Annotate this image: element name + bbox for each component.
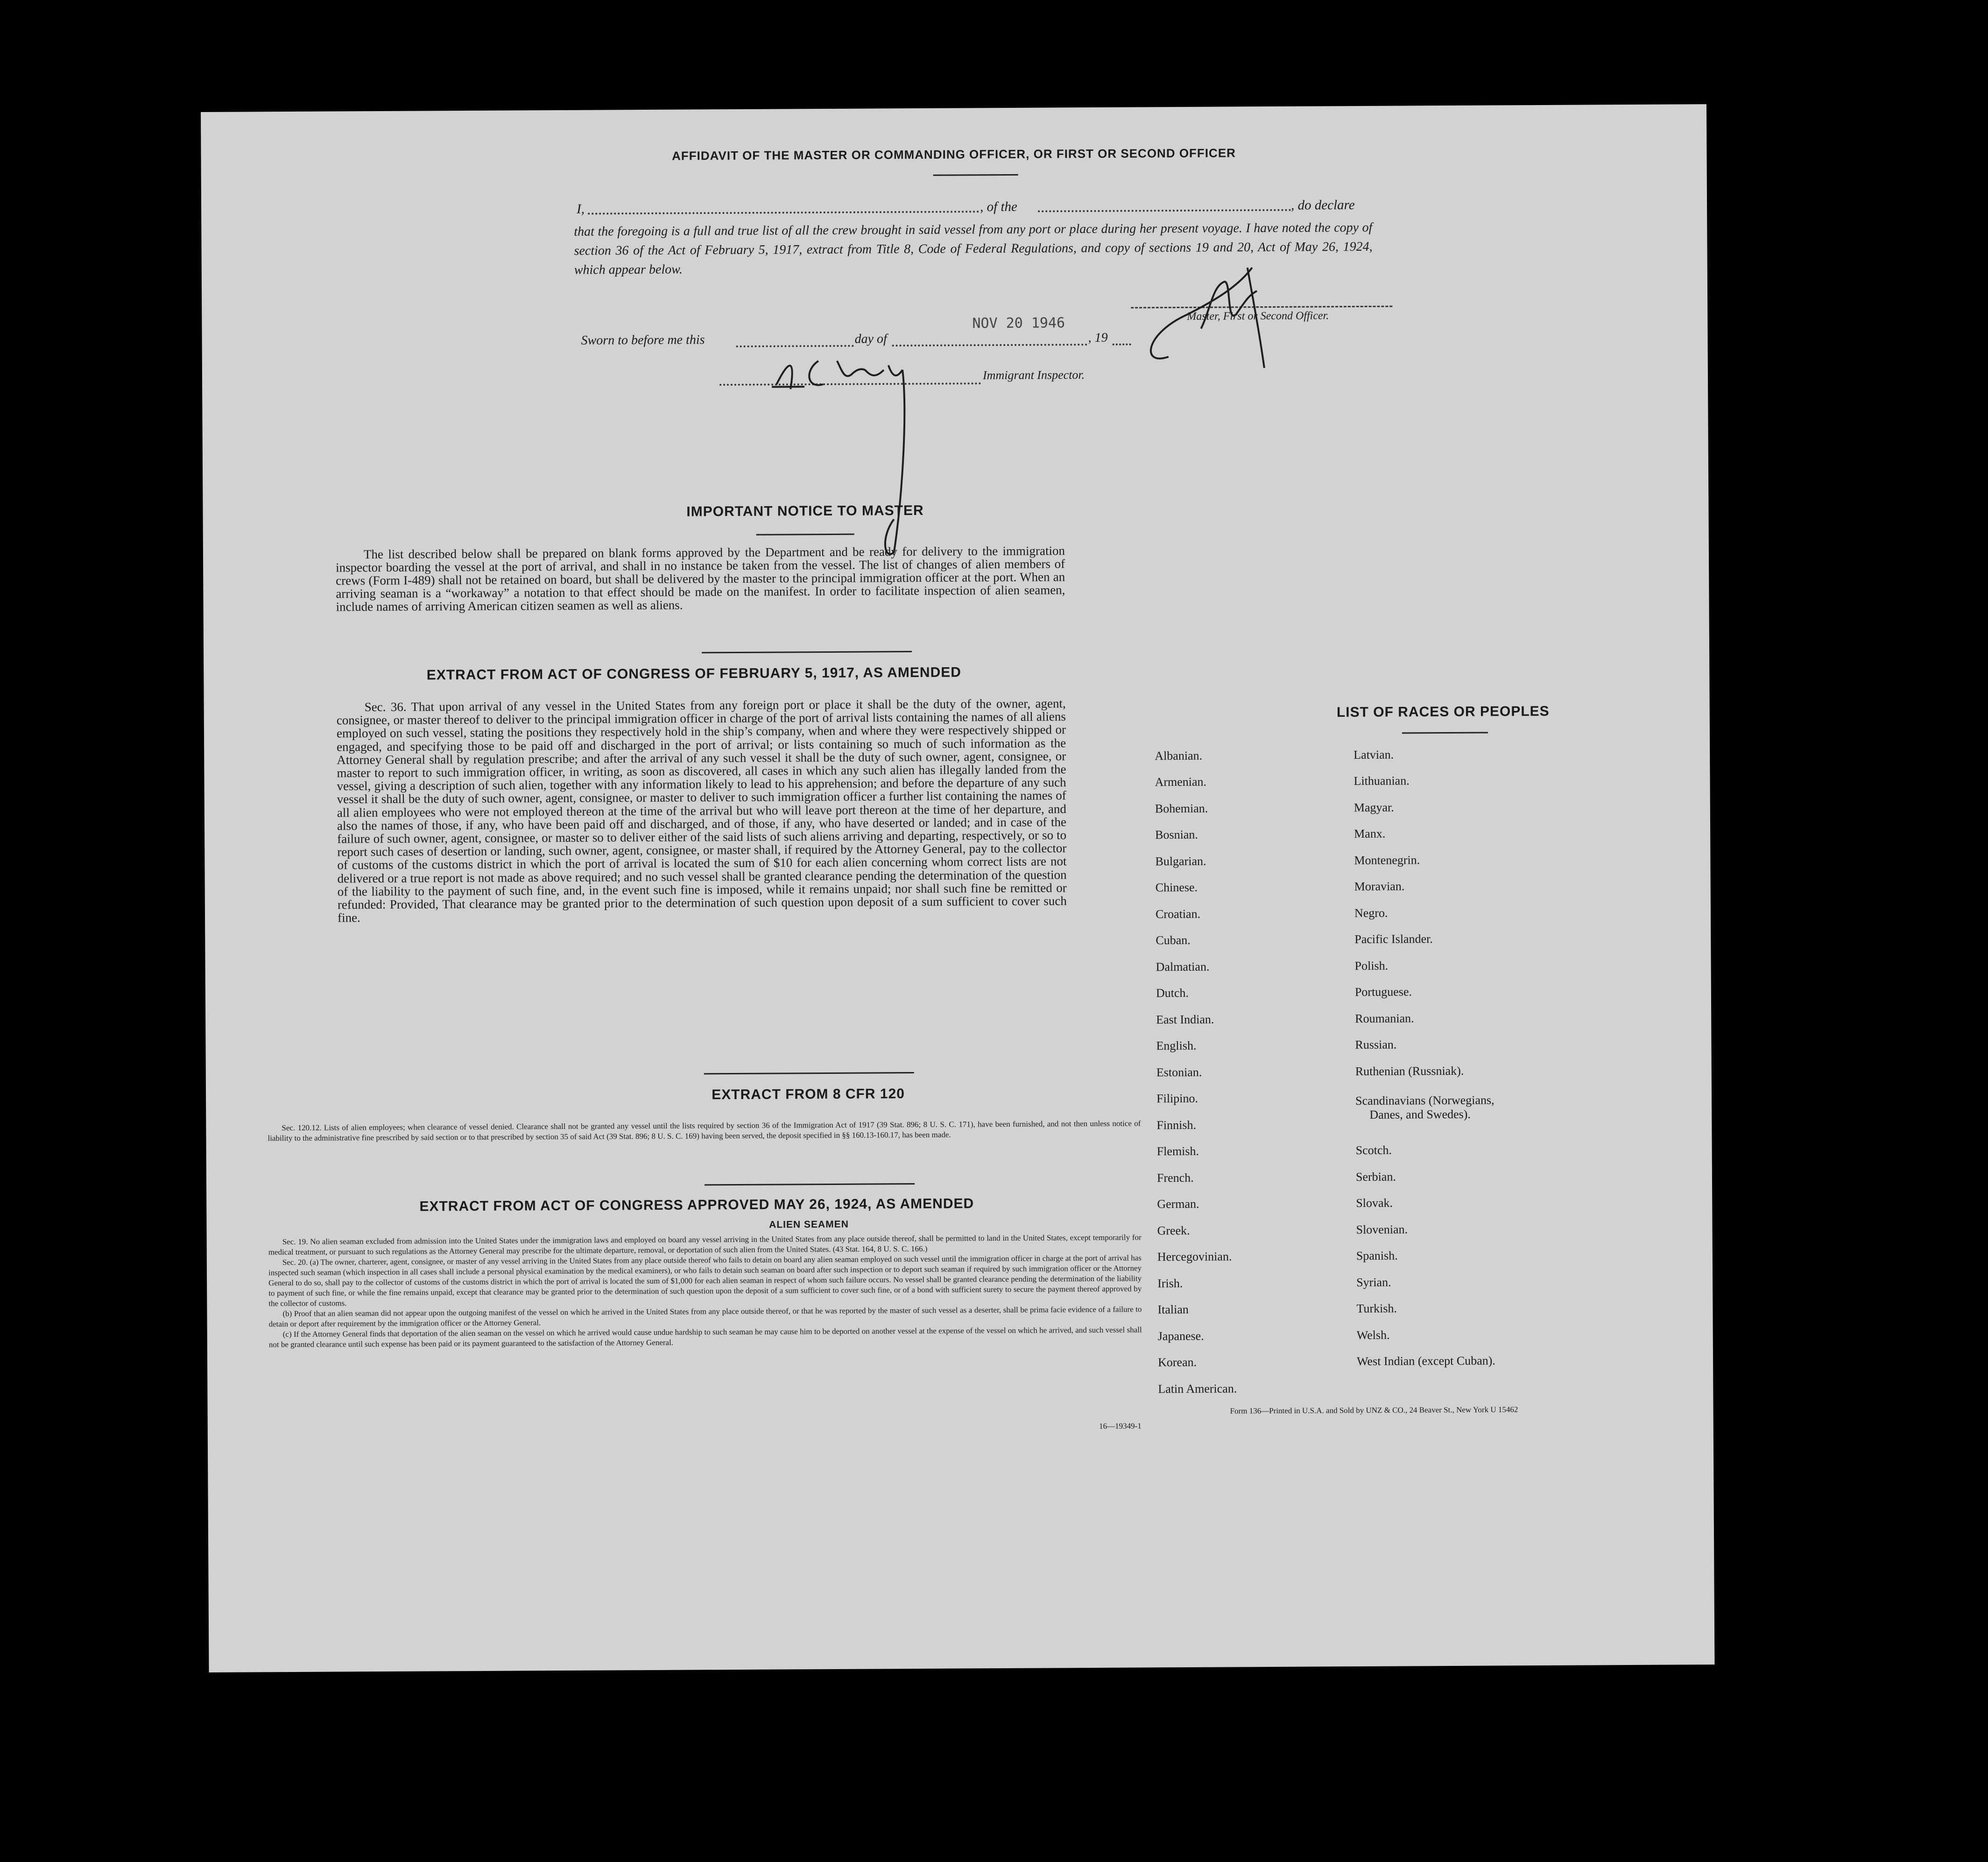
extract-1917-title: EXTRACT FROM ACT OF CONGRESS OF FEBRUARY 5, 1917, AS AMENDED [426,664,961,683]
year-label: , 19 [1088,330,1108,346]
race-item-right: Portuguese. [1354,985,1412,999]
sworn-label: Sworn to before me this [581,332,705,348]
section-20a: Sec. 20. (a) The owner, charterer, agent, consignee, or master of any vessel arriving in the United States from any place outside thereof who fails to detain on board any alien seaman employed on such vessel until the immigration officer in charge at the port of arrival has inspected such seaman (which inspection in all cases shall include a personal physical examination by the medical examiners), or who fails to detain such seaman on board after such inspection or to deport such seaman if required by such immigration officer or the Attorney General to do so, shall pay to the collector of customs of the customs district in which the port of arrival is located the sum of $1,000 for each alien seaman in respect of whom such failure occurs. No vessel shall be granted clearance pending the determination of the liability to payment of such fine, or while the fine remains unpaid, except that clearance may be granted prior to the determination of such question upon the deposit of a sum sufficient to cover such fine, or of a bond with sufficient surety to secure the payment thereof approved by the collector of customs. [268,1253,1142,1308]
of-the-label: , of the [980,199,1017,215]
punch-hole [1734,234,1755,255]
race-item-left: Albanian. [1155,748,1203,763]
races-title: LIST OF RACES OR PEOPLES [1336,703,1550,720]
race-item-right: Spanish. [1356,1248,1398,1263]
affidavit-i-label: I, [577,201,585,217]
race-item-right: Welsh. [1356,1328,1390,1342]
section-20b: (b) Proof that an alien seaman did not appear upon the outgoing manifest of the vessel on which he arrived in the United States from any place outside thereof, or that he was reported by the master of such vessel as a deserter, shall be prima facie evidence of a failure to detain or deport after requirement by the immigration officer or the Attorney General. [268,1305,1142,1329]
races-underline [1402,732,1488,734]
extract-1924-body [268,1232,1142,1350]
race-item-right: Scandinavians (Norwegians, [1355,1093,1495,1108]
section-19: Sec. 19. No alien seaman excluded from admission into the United States under the immigration laws and employed on board any vessel arriving in the United States from any place outside thereof, shall be permitted to land in the United States, except temporarily for medical treatment, or pursuant to such regulations as the Attorney General may prescribe for the ultimate departure, removal, or deportation of such alien from the United States. (43 Stat. 164, 8 U. S. C. 166.) [268,1233,1142,1257]
day-of-label: day of [854,331,887,346]
race-item-right: Slovak. [1356,1196,1393,1210]
master-name-line[interactable] [588,211,979,214]
divider-3 [705,1183,915,1185]
race-item-left: Irish. [1157,1277,1183,1291]
race-item-right: Manx. [1354,826,1386,841]
race-item-left: Dalmatian. [1156,959,1210,974]
inspector-label: Immigrant Inspector. [982,368,1085,382]
form-code: 16—19349-1 [1099,1421,1142,1431]
race-item-left: Italian [1157,1302,1189,1317]
punch-hole [1743,1065,1764,1086]
form-footer: Form 136—Printed in U.S.A. and Sold by UNZ & CO., 24 Beaver St., New York U 15462 [1230,1405,1518,1416]
race-item-right: Pacific Islander. [1354,932,1433,946]
extract-1924-subtitle: ALIEN SEAMEN [769,1219,849,1230]
race-item-left: German. [1157,1197,1199,1211]
race-item-left: Filipino. [1156,1091,1198,1106]
race-item-left: Bulgarian. [1155,854,1206,868]
punch-hole [1734,547,1755,568]
race-item-right: Turkish. [1356,1301,1397,1316]
do-declare-label: , do declare [1290,197,1355,213]
punch-hole [1733,174,1754,196]
section-20c: (c) If the Attorney General finds that deportation of the alien seaman on the vessel on which he arrived would cause undue hardship to such seaman he may cause him to be deported on another vessel at the expense of the vessel on which he arrived, and such vessel shall not be granted clearance until such expense has been paid or its payment guaranteed to the satisfaction of the Attorney General. [268,1325,1142,1349]
race-item-left: Korean. [1157,1355,1197,1369]
extract-1917-body: Sec. 36. That upon arrival of any vessel in the United States from any foreign port or place it shall be the duty of the owner, agent, consignee, or master thereof to deliver to the principal immigration officer in charge of the port of arrival lists containing the names of all aliens employed on such vessel, stating the positions they respectively hold in the ship’s company, when and where they were respectively shipped or engaged, and specifying those to be paid off and discharged in the port of arrival; or lists containing so much of such information as the Attorney General shall by regulation prescribe; and after the arrival of any such vessel it shall be the duty of such owner, agent, consignee, or master to report to such immigration officer, in writing, as soon as discovered, all cases in which any such alien has illegally landed from the vessel, giving a description of such alien, together with any information likely to lead to his apprehension; and before the departure of any such vessel it shall be the duty of such owner, agent, consignee, or master to deliver to such immigration officer a further list containing the names of all alien employees who were not employed thereon at the time of the arrival but who will leave port thereon at the time of her departure, and also the names of those, if any, who have been paid off and discharged, and of those, if any, who have deserted or landed; and in case of the failure of such owner, agent, consignee, or master so to deliver either of the said lists of such aliens arriving and departing, respectively, or so to report such cases of desertion or landing, such owner, agent, consignee, or master shall, if required by the Attorney General, pay to the collector of customs of the customs district in which the port of arrival is located the sum of $10 for each alien concerning whom correct lists are not delivered or a true report is not made as above required; and no such vessel shall be granted clearance pending the determination of the question of the liability to the payment of such fine, and, in the event such fine is imposed, while it remains unpaid; nor shall such fine be remitted or refunded: Provided, That clearance may be granted prior to the determination of such question upon deposit of a sum sufficient to cover such fine. [336,696,1067,925]
race-item-right: West Indian (except Cuban). [1356,1354,1495,1368]
race-item-left: English. [1156,1038,1197,1053]
master-signature-label: Master, First or Second Officer. [1187,310,1329,323]
race-item-left: Chinese. [1155,880,1198,895]
race-item-right: Slovenian. [1356,1222,1408,1237]
divider-1 [702,651,912,653]
race-item-right: Lithuanian. [1354,774,1410,788]
race-item-right: Scotch. [1355,1143,1392,1157]
punch-hole [1734,619,1755,641]
form-page [201,104,1714,1672]
date-stamp: NOV 20 1946 [972,315,1065,332]
race-item-right: Magyar. [1354,800,1394,815]
race-item-left: Latin American. [1158,1382,1237,1396]
race-item-left: Finnish. [1156,1118,1196,1132]
race-item-left: Armenian. [1155,775,1207,789]
title-underline [933,174,1018,176]
race-item-right: Syrian. [1356,1275,1391,1290]
race-item-left: Bohemian. [1155,801,1208,816]
extract-1924-title: EXTRACT FROM ACT OF CONGRESS APPROVED MAY 26, 1924, AS AMENDED [419,1196,974,1214]
race-item-left: French. [1156,1171,1194,1185]
race-item-right: Negro. [1354,906,1388,920]
race-item-left: Croatian. [1155,907,1201,921]
race-item-right: Danes, and Swedes). [1369,1107,1471,1121]
punch-hole [1754,1370,1775,1391]
race-item-right: Montenegrin. [1354,853,1420,868]
race-item-left: Dutch. [1156,986,1189,1000]
cfr-title: EXTRACT FROM 8 CFR 120 [712,1086,905,1103]
race-item-left: Cuban. [1156,933,1191,947]
race-item-right: Latvian. [1354,748,1394,762]
race-item-right: Polish. [1354,959,1389,973]
sworn-year-line[interactable] [1113,344,1131,346]
race-item-left: Bosnian. [1155,827,1198,842]
inspector-signature [762,342,932,567]
cfr-body: Sec. 120.12. Lists of alien employees; when clearance of vessel denied. Clearance shall not be granted any vessel until the lists required by section 36 of the Immigration Act of 1917 (39 Stat. 896; 8 U. S. C. 171), have been furnished, and not then unless notice of liability to the administrative fine prescribed by said section or to that prescribed by section 35 of said Act (39 Stat. 896; 8 U. S. C. 169) having been served, the deposit specified in §§ 160.13-160.17, has been made. [268,1119,1141,1143]
punch-hole [1744,1138,1766,1160]
race-item-left: Japanese. [1157,1329,1204,1343]
punch-hole [1755,1443,1777,1464]
vessel-name-line[interactable] [1038,209,1291,212]
race-item-left: East Indian. [1156,1012,1214,1027]
race-item-left: Hercegovinian. [1157,1249,1232,1264]
punch-hole [1732,307,1754,329]
affidavit-body: that the foregoing is a full and true list of all the crew brought in said vessel from any port or place during her present voyage. I have noted the copy of section 36 of the Act of February 5, 1917, extract from Title 8, Code of Federal Regulations, and copy of sections 19 and 20, Act of May 26, 1924, which appear below. [574,220,1373,277]
race-item-right: Moravian. [1354,879,1405,894]
divider-2 [704,1072,914,1074]
race-item-left: Greek. [1157,1223,1190,1238]
notice-title: IMPORTANT NOTICE TO MASTER [686,502,924,520]
race-item-left: Estonian. [1156,1065,1202,1079]
race-item-left: Flemish. [1156,1144,1199,1158]
race-item-right: Ruthenian (Russniak). [1355,1064,1464,1079]
notice-body: The list described below shall be prepared on blank forms approved by the Department and be ready for delivery to the immigration inspector boarding the vessel at the port of arrival, and shall in no instance be taken from the vessel. The list of changes of alien members of crews (Form I-489) shall not be retained on board, but shall be delivered by the master to the principal immigration officer at the port. When an arriving seaman is a “workaway” a notation to that effect should be made on the manifest. In order to facilitate inspection of alien seamen, include names of arriving American citizen seamen as well as aliens. [336,543,1065,614]
master-signature [1131,258,1281,374]
race-item-right: Serbian. [1355,1170,1396,1184]
race-item-right: Russian. [1355,1037,1397,1052]
affidavit-title: AFFIDAVIT OF THE MASTER OR COMMANDING OFFICER, OR FIRST OR SECOND OFFICER [672,146,1236,163]
race-item-right: Roumanian. [1355,1011,1414,1026]
